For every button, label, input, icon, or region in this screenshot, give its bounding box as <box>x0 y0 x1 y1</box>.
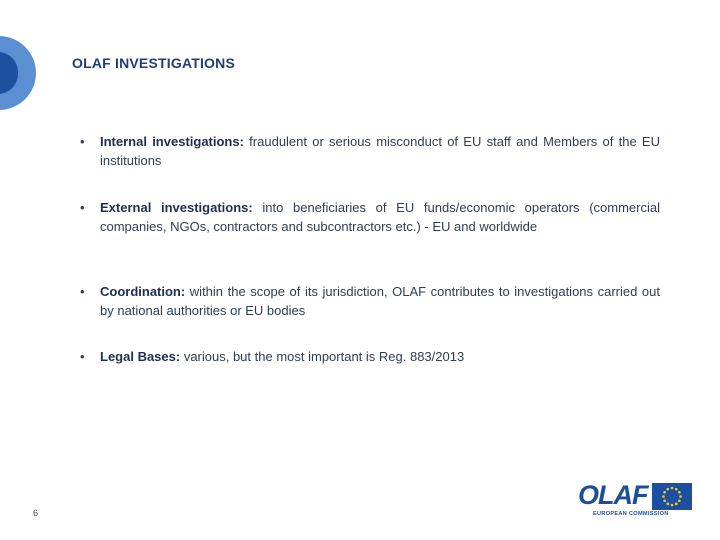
logo-wordmark: OLAF <box>578 480 648 510</box>
bullet-coordination <box>80 282 660 320</box>
page-number: 6 <box>33 508 39 518</box>
bullet-legal-bases <box>80 347 464 366</box>
bullet-label: Internal investigations: <box>100 134 244 149</box>
bullet-external <box>80 198 660 236</box>
eu-flag-icon <box>652 483 692 510</box>
bullet-text: within the scope of its jurisdiction, OLAF contributes to investigations carried out by national authorities or EU bodies <box>100 284 660 318</box>
bullet-internal <box>80 132 660 170</box>
page-title: OLAF INVESTIGATIONS <box>72 55 235 71</box>
bullet-label: Legal Bases: <box>100 349 181 364</box>
bullet-text: various, but the most important is Reg. 883/2013 <box>180 349 465 364</box>
bullet-dot-icon: • <box>80 134 85 149</box>
bullet-dot-icon: • <box>80 284 85 299</box>
bullet-text: fraudulent or serious misconduct of EU staff and Members of the EU institutions <box>100 134 660 168</box>
corner-decoration <box>0 36 36 110</box>
olaf-logo <box>578 480 692 520</box>
bullet-dot-icon: • <box>80 349 85 364</box>
bullet-label: Coordination: <box>100 284 186 299</box>
corner-decoration-inner <box>0 52 18 94</box>
logo-subtitle: EUROPEAN COMMISSION <box>593 511 669 517</box>
eu-stars-icon <box>652 483 692 510</box>
bullet-label: External investigations: <box>100 200 253 215</box>
bullet-dot-icon: • <box>80 200 85 215</box>
bullet-text: into beneficiaries of EU funds/economic operators (commercial companies, NGOs, contractors and subcontractors etc.) - EU and worldwide <box>100 200 660 234</box>
